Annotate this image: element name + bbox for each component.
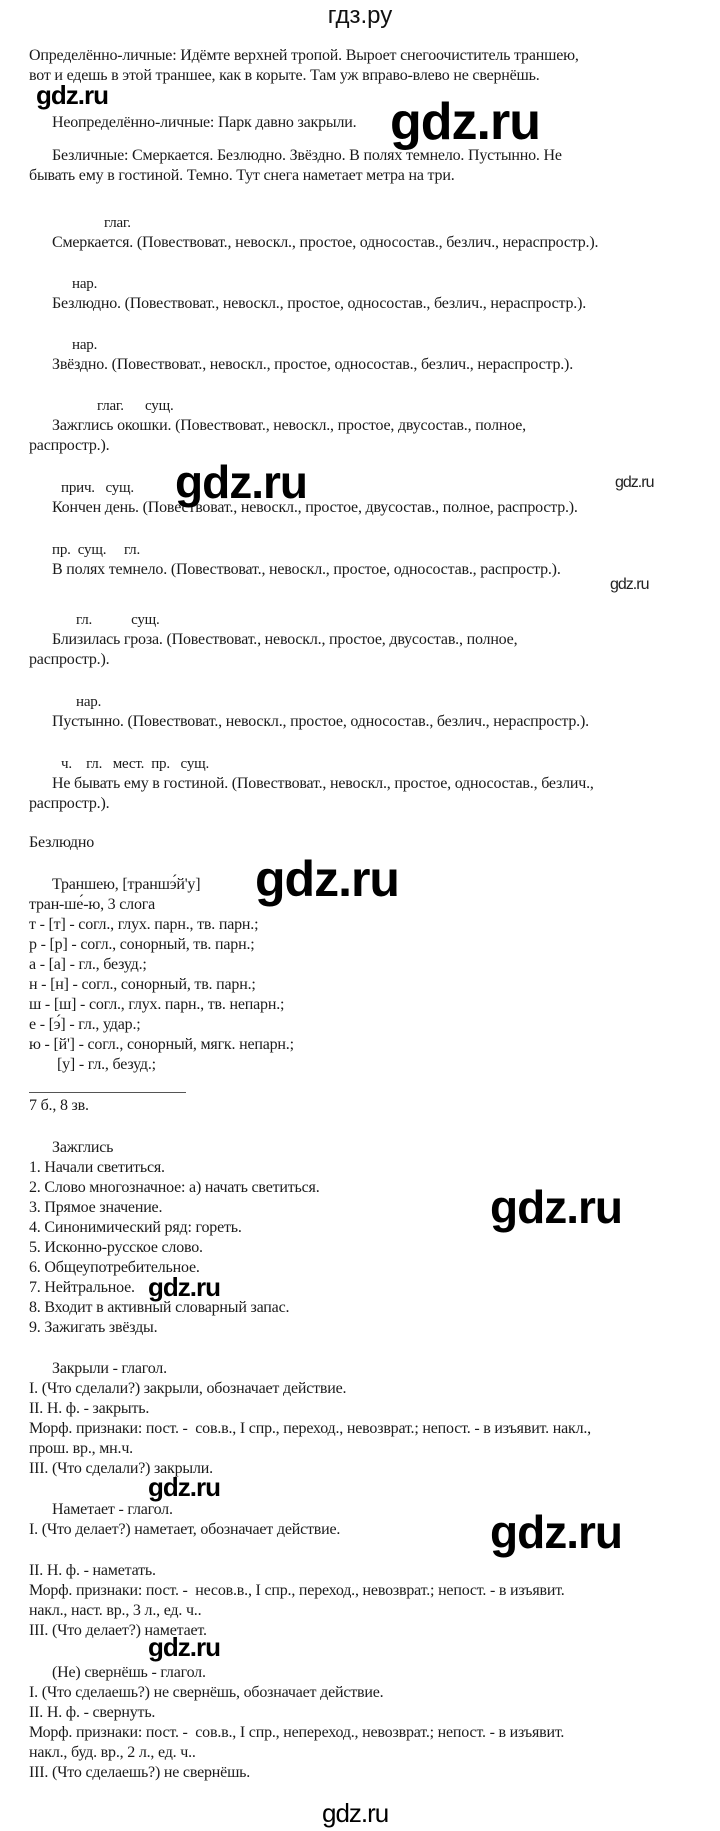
- phonetic-letter: ш - [ш] - согл., глух. парн., тв. непарн.;: [29, 996, 285, 1013]
- pos-label: глаг.: [104, 215, 131, 231]
- morph-line: прош. вр., мн.ч.: [29, 1440, 133, 1457]
- morph-line: I. (Что сделали?) закрыли, обозначает действие.: [29, 1380, 347, 1397]
- watermark: gdz.ru: [322, 1798, 389, 1828]
- lexical-item: 5. Исконно-русское слово.: [29, 1239, 203, 1256]
- morph-line: III. (Что сделаешь?) не свернёшь.: [29, 1764, 251, 1781]
- sentence-analysis: Смеркается. (Повествоват., невоскл., простое, односостав., безлич., нераспростр.).: [52, 234, 599, 251]
- pos-label: прич. сущ.: [61, 480, 134, 496]
- watermark: gdz.ru: [490, 1506, 622, 1558]
- intro-line: Неопределённо-личные: Парк давно закрыли.: [52, 114, 357, 131]
- pos-label: нар.: [72, 337, 98, 353]
- sentence-analysis: Не бывать ему в гостиной. (Повествоват., невоскл., простое, односостав., безлич.,: [52, 775, 594, 792]
- morph-line: I. (Что делает?) наметает, обозначает действие.: [29, 1521, 341, 1538]
- pos-label: гл. сущ.: [76, 612, 160, 628]
- watermark: gdz.ru: [36, 80, 108, 110]
- intro-line: бывать ему в гостиной. Темно. Тут снега наметает метра на три.: [29, 167, 455, 184]
- pos-label: глаг. сущ.: [97, 398, 174, 414]
- sentence-analysis: В полях темнело. (Повествоват., невоскл., простое, односостав., распростр.).: [52, 561, 561, 578]
- phonetic-letter: а - [а] - гл., безуд.;: [29, 956, 147, 973]
- phonetic-letter: е - [э́] - гл., удар.;: [29, 1016, 141, 1033]
- phonetic-letter: [у] - гл., безуд.;: [57, 1056, 156, 1073]
- morph-line: накл., наст. вр., 3 л., ед. ч..: [29, 1602, 202, 1619]
- pos-label: ч. гл. мест. пр. сущ.: [61, 756, 210, 772]
- lexical-heading: Зажглись: [52, 1139, 114, 1156]
- lexical-item: 7. Нейтральное.: [29, 1279, 135, 1296]
- morph-line: II. Н. ф. - закрыть.: [29, 1400, 150, 1417]
- pos-label: пр. сущ. гл.: [52, 542, 141, 558]
- phonetic-total: 7 б., 8 зв.: [29, 1097, 89, 1114]
- phonetic-letter: н - [н] - согл., сонорный, тв. парн.;: [29, 976, 256, 993]
- morph-heading: Наметает - глагол.: [52, 1501, 173, 1518]
- morph-heading: (Не) свернёшь - глагол.: [52, 1664, 206, 1681]
- lexical-item: 4. Синонимический ряд: гореть.: [29, 1219, 242, 1236]
- phonetic-syllables: тран-ше́-ю, 3 слога: [29, 896, 156, 913]
- intro-line: Безличные: Смеркается. Безлюдно. Звёздно. В полях темнело. Пустынно. Не: [52, 147, 562, 164]
- watermark: gdz.ru: [148, 1472, 220, 1502]
- sentence-analysis: Зажглись окошки. (Повествоват., невоскл., простое, двусостав., полное,: [52, 417, 526, 434]
- watermark: gdz.ru: [610, 576, 649, 593]
- morph-line: II. Н. ф. - свернуть.: [29, 1704, 156, 1721]
- watermark: gdz.ru: [615, 474, 654, 491]
- phonetic-word: Траншею, [траншэ́й'у]: [52, 876, 201, 893]
- morph-line: III. (Что делает?) наметает.: [29, 1622, 207, 1639]
- watermark: gdz.ru: [175, 456, 307, 508]
- lexical-item: 8. Входит в активный словарный запас.: [29, 1299, 290, 1316]
- sentence-analysis: Звёздно. (Повествоват., невоскл., простое, односостав., безлич., нераспростр.).: [52, 356, 573, 373]
- lexical-item: 2. Слово многозначное: а) начать светиться.: [29, 1179, 320, 1196]
- phonetic-letter: т - [т] - согл., глух. парн., тв. парн.;: [29, 916, 259, 933]
- watermark: gdz.ru: [490, 1181, 622, 1233]
- divider-rule: [29, 1092, 186, 1093]
- watermark: gdz.ru: [390, 93, 540, 151]
- lexical-item: 3. Прямое значение.: [29, 1199, 163, 1216]
- phonetic-heading: Безлюдно: [29, 834, 95, 851]
- watermark: gdz.ru: [148, 1272, 220, 1302]
- sentence-analysis-cont: распростр.).: [29, 651, 110, 668]
- intro-line: Определённо-личные: Идёмте верхней тропой. Выроет снегоочиститель траншею,: [29, 47, 579, 64]
- morph-line: Морф. признаки: пост. - сов.в., I спр., переход., невозврат.; непост. - в изъявит. накл.,: [29, 1420, 591, 1437]
- morph-line: накл., буд. вр., 2 л., ед. ч..: [29, 1744, 196, 1761]
- morph-line: Морф. признаки: пост. - несов.в., I спр., переход., невозврат.; непост. - в изъявит.: [29, 1582, 565, 1599]
- sentence-analysis-cont: распростр.).: [29, 795, 110, 812]
- lexical-item: 9. Зажигать звёзды.: [29, 1319, 158, 1336]
- morph-heading: Закрыли - глагол.: [52, 1360, 167, 1377]
- morph-line: II. Н. ф. - наметать.: [29, 1562, 156, 1579]
- lexical-item: 1. Начали светиться.: [29, 1159, 165, 1176]
- sentence-analysis: Близилась гроза. (Повествоват., невоскл., простое, двусостав., полное,: [52, 631, 518, 648]
- phonetic-letter: р - [р] - согл., сонорный, тв. парн.;: [29, 936, 255, 953]
- intro-line: вот и едешь в этой траншее, как в корыте. Там уж вправо-влево не свернёшь.: [29, 67, 540, 84]
- morph-line: I. (Что сделаешь?) не свернёшь, обозначает действие.: [29, 1684, 384, 1701]
- pos-label: нар.: [72, 276, 98, 292]
- watermark: gdz.ru: [255, 851, 399, 907]
- site-title[interactable]: гдз.ру: [327, 2, 393, 29]
- sentence-analysis: Пустынно. (Повествоват., невоскл., простое, односостав., безлич., нераспростр.).: [52, 713, 589, 730]
- sentence-analysis: Безлюдно. (Повествоват., невоскл., простое, односостав., безлич., нераспростр.).: [52, 295, 587, 312]
- lexical-item: 6. Общеупотребительное.: [29, 1259, 200, 1276]
- sentence-analysis: Кончен день. (Повествоват., невоскл., простое, двусостав., полное, распростр.).: [52, 499, 578, 516]
- morph-line: Морф. признаки: пост. - сов.в., I спр., непереход., невозврат.; непост. - в изъявит.: [29, 1724, 565, 1741]
- morph-line: III. (Что сделали?) закрыли.: [29, 1460, 213, 1477]
- pos-label: нар.: [76, 694, 102, 710]
- phonetic-letter: ю - [й'] - согл., сонорный, мягк. непарн.;: [29, 1036, 294, 1053]
- watermark: gdz.ru: [148, 1632, 220, 1662]
- sentence-analysis-cont: распростр.).: [29, 437, 110, 454]
